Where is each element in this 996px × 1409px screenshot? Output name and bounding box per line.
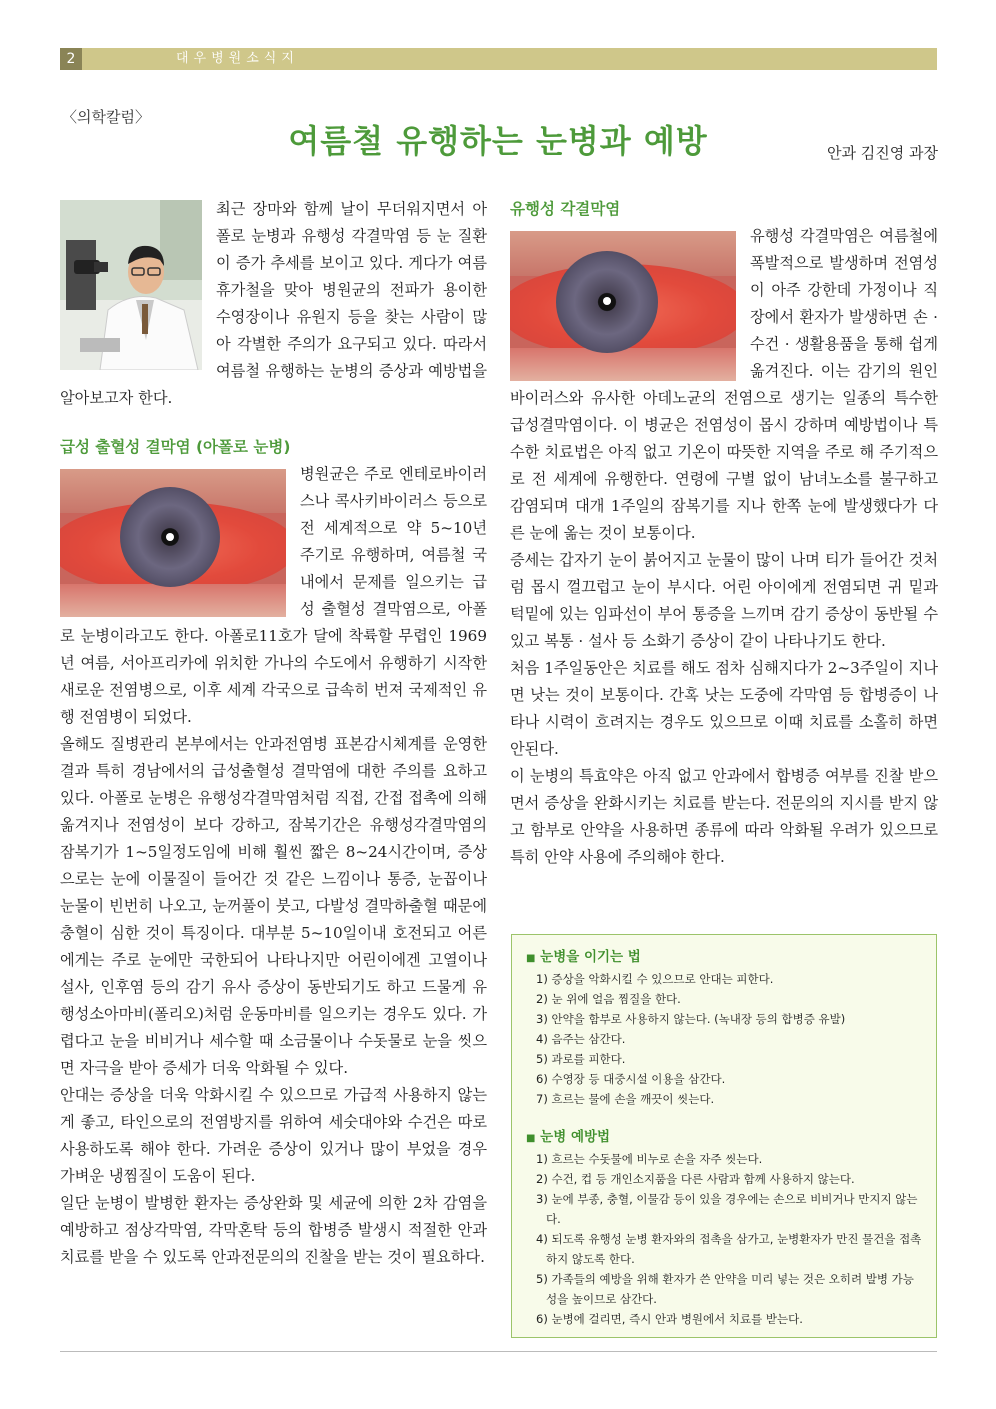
intro-paragraph: 최근 장마와 함께 날이 무더워지면서 아폴로 눈병과 유행성 각결막염 등 눈 질환이 증가 추세를 보이고 있다. 게다가 여름 휴가철을 맞아 병원균의 전파가 용이한 수영장이나 유원지 등을 찾는 사람이 많아 각별한 주의가 요구되고 있다. 따라서 여름철 유행하는 눈병의 증상과 예방법을 알아보고자 한다. [60, 200, 487, 407]
square-bullet-icon: ■ [526, 1133, 536, 1144]
column-tag: 〈의학칼럼〉 [62, 108, 150, 126]
section1-heading: 급성 출혈성 결막염 (아폴로 눈병) [60, 438, 291, 456]
list-item: 1) 흐르는 수돗물에 비누로 손을 자주 씻는다. [536, 1152, 763, 1166]
section1-paragraph-4: 일단 눈병이 발병한 환자는 증상완화 및 세균에 의한 2차 감염을 예방하고 점상각막염, 각막혼탁 등의 합병증 발생시 적절한 안과 치료를 받을 수 있도록 안과전문의의 진찰을 받는 것이 필요하다. [60, 1194, 487, 1266]
section1-paragraph-2: 올해도 질병관리 본부에서는 안과전염병 표본감시체계를 운영한 결과 특히 경남에서의 급성출혈성 결막염에 대한 주의를 요하고 있다. 아폴로 눈병은 유행성각결막염처럼 직접, 간접 접촉에 의해 옮겨지나 전염성이 보다 강하고, 잠복기간은 유행성각결막염의 잠복기가 1~5일정도임에 비해 훨씬 짧은 8~24시간이며, 증상으로는 눈에 이물질이 들어간 것 같은 느낌이나 통증, 눈꼽이나 눈물이 빈번히 나오고, 눈꺼풀이 붓고, 다발성 결막하출혈 때문에 충혈이 심한 것이 특징이다. 대부분 5~10일이내 호전되고 어른에게는 주로 눈에만 국한되어 나타나지만 어린이에겐 고열이나 설사, 인후염 등의 감기 유사 증상이 동반되기도 하고 드물게 유행성소아마비(폴리오)처럼 운동마비를 일으키는 경우도 있다. 가렵다고 눈을 비비거나 세수할 때 소금물이나 수돗물로 눈을 씻으면 자극을 받아 증세가 더욱 악화될 수 있다. [60, 735, 487, 1077]
list-item: 2) 눈 위에 얼음 찜질을 한다. [536, 992, 681, 1006]
list-item: 4) 음주는 삼간다. [536, 1032, 626, 1046]
list-item: 6) 눈병에 걸리면, 즉시 안과 병원에서 치료를 받는다. [536, 1312, 803, 1326]
overcome-list [526, 969, 922, 1109]
bottom-divider [60, 1351, 937, 1352]
prevent-heading: ■ 눈병 예방법 [526, 1129, 611, 1145]
list-item: 2) 수건, 컵 등 개인소지품을 다른 사람과 함께 사용하지 않는다. [536, 1172, 855, 1186]
section2-heading: 유행성 각결막염 [510, 200, 621, 218]
section2-paragraph-3: 처음 1주일동안은 치료를 해도 점차 심해지다가 2~3주일이 지나면 낫는 것이 보통이다. 간혹 낫는 도중에 각막염 등 합병증이 나타나 시력이 흐려지는 경우도 있으므로 이때 치료를 소홀히 하면 안된다. [510, 659, 938, 758]
list-item: 3) 눈에 부종, 충혈, 이물감 등이 있을 경우에는 손으로 비비거나 만지지 않는다. [536, 1192, 918, 1226]
section2-paragraph-2: 증세는 갑자기 눈이 붉어지고 눈물이 많이 나며 티가 들어간 것처럼 몹시 껄끄럽고 눈이 부시다. 어린 아이에게 전염되면 귀 밑과 턱밑에 있는 임파선이 부어 통증을 느끼며 감기 증상이 동반될 수 있고 복통 · 설사 등 소화기 증상이 같이 나타나기도 한다. [510, 551, 938, 650]
section2-paragraph-1: 유행성 각결막염은 여름철에 폭발적으로 발생하며 전염성이 아주 강한데 가정이나 직장에서 환자가 발생하면 손 · 수건 · 생활용품을 통해 쉽게 옮겨진다. 이는 감기의 원인 바이러스와 유사한 아데노균의 전염으로 생기는 일종의 특수한 급성결막염이다. 이 병균은 전염성이 몹시 강하며 예방법이나 특수한 치료법은 아직 없고 기온이 따뜻한 지역을 주로 해 주기적으로 전 세계에 유행한다. 연령에 구별 없이 남녀노소를 불구하고 감염되며 대개 1주일의 잠복기를 지나 한쪽 눈에 발생했다가 다른 눈에 옮는 것이 보통이다. [510, 227, 938, 542]
author: 안과 김진영 과장 [827, 144, 938, 162]
prevent-list [526, 1149, 922, 1329]
page-number: 2 [60, 48, 82, 70]
tips-box [511, 934, 937, 1338]
article-title: 여름철 유행하는 눈병과 예방 [288, 122, 708, 160]
list-item: 3) 안약을 함부로 사용하지 않는다. (녹내장 등의 합병증 유발) [536, 1012, 846, 1026]
section2-paragraph-4: 이 눈병의 특효약은 아직 없고 안과에서 합병증 여부를 진찰 받으면서 증상을 완화시키는 치료를 받는다. 전문의의 지시를 받지 않고 함부로 안약을 사용하면 종류에 따라 악화될 우려가 있으므로 특히 안약 사용에 주의해야 한다. [510, 767, 938, 866]
page-header [60, 48, 937, 70]
doctor-photo [60, 200, 202, 370]
list-item: 6) 수영장 등 대중시설 이용을 삼간다. [536, 1072, 726, 1086]
eye-photo-ekc [510, 231, 736, 381]
list-item: 5) 과로를 피한다. [536, 1052, 626, 1066]
publication-name: 대우병원소식지 [176, 51, 299, 66]
section1-paragraph-1: 병원균은 주로 엔테로바이러스나 콕사키바이러스 등으로 전 세계적으로 약 5~10년 주기로 유행하며, 여름철 국내에서 문제를 일으키는 급성 출혈성 결막염으로, 아폴로 눈병이라고도 한다. 아폴로11호가 달에 착륙할 무렵인 1969년 여름, 서아프리카에 위치한 가나의 수도에서 유행하기 시작한 새로운 전염병으로, 이후 세계 각국으로 급속히 번져 국제적인 유행 전염병이 되었다. [60, 465, 487, 726]
left-column [60, 196, 487, 1271]
list-item: 4) 되도록 유행성 눈병 환자와의 접촉을 삼가고, 눈병환자가 만진 물건을 접촉하지 않도록 한다. [536, 1232, 922, 1266]
overcome-heading: ■ 눈병을 이기는 법 [526, 949, 641, 965]
right-column [510, 196, 938, 871]
section1-paragraph-3: 안대는 증상을 더욱 악화시킬 수 있으므로 가급적 사용하지 않는 게 좋고, 타인으로의 전염방지를 위하여 세숫대야와 수건은 따로 사용하도록 해야 한다. 가려운 증상이 있거나 많이 부었을 경우 가벼운 냉찜질이 도움이 된다. [60, 1086, 487, 1185]
list-item: 5) 가족들의 예방을 위해 환자가 쓴 안약을 미리 넣는 것은 오히려 발병 가능성을 높이므로 삼간다. [536, 1272, 914, 1306]
list-item: 7) 흐르는 물에 손을 깨끗이 씻는다. [536, 1092, 715, 1106]
doctor-illustration [60, 200, 202, 370]
list-item: 1) 증상을 악화시킬 수 있으므로 안대는 피한다. [536, 972, 774, 986]
square-bullet-icon: ■ [526, 953, 536, 964]
eye-photo-apollo [60, 469, 286, 617]
